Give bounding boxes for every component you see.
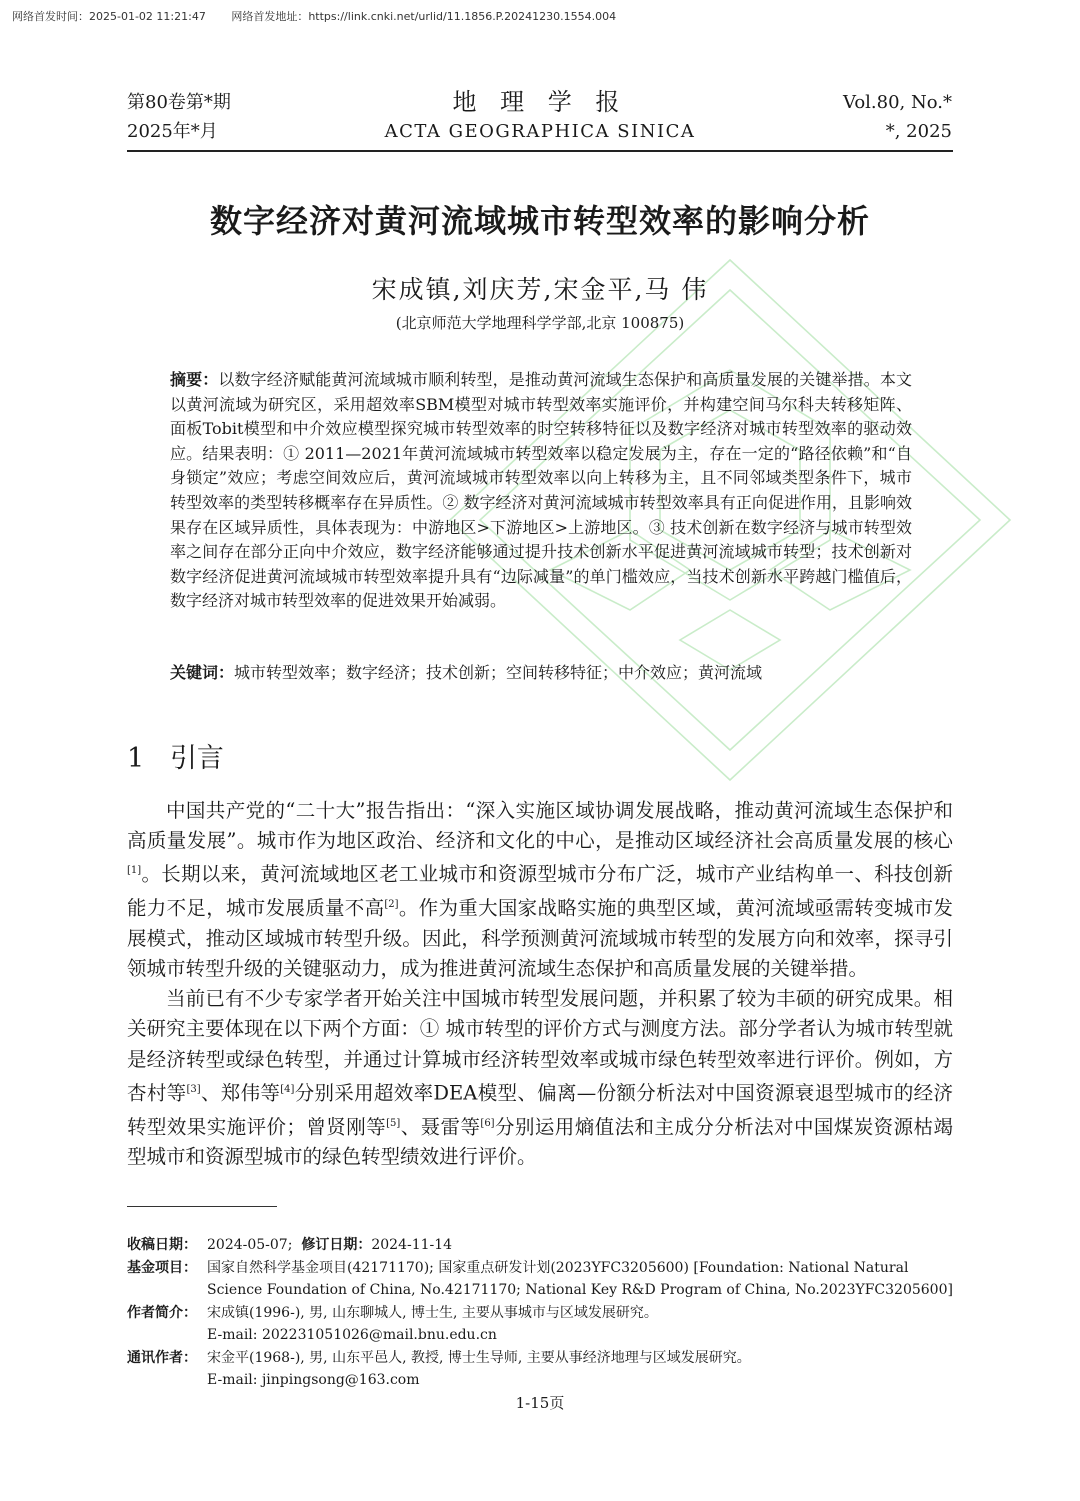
author-email[interactable]: E-mail: 202231051026@mail.bnu.edu.cn	[207, 1327, 497, 1343]
header-left	[127, 88, 231, 146]
text-run: 当前已有不少专家学者开始关注中国城市转型发展问题，并积累了较为丰硕的研究成果。相关研究主要体现在以下两个方面：① 城市转型的评价方式与测度方法。部分学者认为城市转型就是经济转型或绿色转型，并通过计算城市经济转型效率或城市绿色转型效率进行评价。例如，方杏村等	[127, 987, 953, 1105]
section-heading	[127, 736, 224, 775]
volume-en: Vol.80, No.*	[842, 92, 952, 113]
footnote-fund	[127, 1257, 953, 1302]
volume-cn: 第80卷第*期	[127, 92, 231, 113]
text-run: 。长期以来，黄河流域地区老工业城市和资源型城市分布广泛，城市产业结构单一、科技创新能力不足，城市发展质量不高	[127, 862, 953, 920]
text-run: 。作为重大国家战略实施的典型区域，黄河流域亟需转变城市发展模式，推动区域城市转型升级。因此，科学预测黄河流域城市转型的发展方向和效率，探寻引领城市转型升级的关键驱动力，成为推进黄河流域生态保护和高质量发展的关键举措。	[127, 896, 953, 981]
revised-date: 2024-11-14	[371, 1237, 453, 1253]
fund-label: 基金项目：	[127, 1259, 197, 1276]
revised-label: 修订日期：	[301, 1237, 372, 1253]
date-cn: 2025年*月	[127, 121, 218, 142]
citation[interactable]: [4]	[280, 1083, 295, 1095]
article-title: 数字经济对黄河流域城市转型效率的影响分析	[209, 202, 870, 240]
article-affiliation: (北京师范大学地理科学学部,北京 100875)	[395, 314, 685, 332]
publication-url[interactable]: 网络首发地址：https://link.cnki.net/urlid/11.1856.P.20241230.1554.004	[231, 10, 617, 23]
keywords-text: 城市转型效率；数字经济；技术创新；空间转移特征；中介效应；黄河流域	[234, 663, 763, 682]
journal-masthead	[380, 86, 700, 146]
keywords	[170, 660, 912, 683]
section-number: 1	[127, 743, 145, 774]
fund-text: 国家自然科学基金项目(42171170); 国家重点研发计划(2023YFC3205600) [Foundation: National Natural Science Foundation of China, No.42171170; National Key R&D Program of China, No.2023YFC3205600]	[207, 1259, 953, 1298]
paragraph	[127, 796, 953, 984]
footnote-corresponding	[127, 1347, 953, 1392]
abstract	[170, 368, 912, 614]
journal-name-en: ACTA GEOGRAPHICA SINICA	[384, 121, 696, 142]
text-run: 分别运用熵值法和主成分分析法对中国煤炭资源枯竭型城市和资源型城市的绿色转型绩效进行评价。	[127, 1115, 953, 1169]
corresponding-label: 通讯作者：	[127, 1349, 197, 1366]
page-number: 1-15页	[515, 1394, 565, 1412]
abstract-label: 摘要：	[170, 370, 219, 389]
paragraph	[127, 984, 953, 1172]
date-en: *, 2025	[885, 121, 952, 142]
author-bio: 宋成镇(1996-), 男, 山东聊城人, 博士生, 主要从事城市与区域发展研究。	[207, 1304, 658, 1321]
body-text	[127, 796, 953, 1172]
article-authors: 宋成镇,刘庆芳,宋金平,马 伟	[371, 275, 709, 304]
footnotes	[127, 1234, 953, 1392]
citation[interactable]: [2]	[384, 899, 399, 911]
received-label: 收稿日期：	[127, 1237, 197, 1253]
journal-name-cn: 地 理 学 报	[452, 88, 628, 116]
citation[interactable]: [1]	[127, 865, 142, 877]
online-publication-info	[12, 8, 638, 24]
citation[interactable]: [6]	[480, 1117, 495, 1129]
header-divider	[127, 150, 953, 152]
text-run: 中国共产党的“二十大”报告指出：“深入实施区域协调发展战略，推动黄河流域生态保护和高质量发展”。城市作为地区政治、经济和文化的中心，是推动区域经济社会高质量发展的核心	[127, 799, 953, 853]
corresponding-bio: 宋金平(1968-), 男, 山东平邑人, 教授, 博士生导师, 主要从事经济地理与区域发展研究。	[207, 1349, 751, 1366]
footnote-dates	[127, 1234, 953, 1257]
citation[interactable]: [3]	[186, 1083, 201, 1095]
footnote-author	[127, 1302, 953, 1347]
abstract-text: 以数字经济赋能黄河流域城市顺利转型，是推动黄河流域生态保护和高质量发展的关键举措。本文以黄河流域为研究区，采用超效率SBM模型对城市转型效率实施评价，并构建空间马尔科夫转移矩阵、面板Tobit模型和中介效应模型探究城市转型效率的时空转移特征以及数字经济对城市转型效率的驱动效应。结果表明：① 2011—2021年黄河流域城市转型效率以稳定发展为主，存在一定的“路径依赖”和“自身锁定”效应；考虑空间效应后，黄河流域城市转型效率以向上转移为主，且不同邻域类型条件下，城市转型效率的类型转移概率存在异质性。② 数字经济对黄河流域城市转型效率具有正向促进作用，且影响效果存在区域异质性，具体表现为：中游地区>下游地区>上游地区。③ 技术创新在数字经济与城市转型效率之间存在部分正向中介效应，数字经济能够通过提升技术创新水平促进黄河流域城市转型；技术创新对数字经济促进黄河流域城市转型效率提升具有“边际减量”的单门槛效应，当技术创新水平跨越门槛值后，数字经济对城市转型效率的促进效果开始减弱。	[170, 370, 912, 611]
corresponding-email[interactable]: E-mail: jinpingsong@163.com	[207, 1372, 420, 1388]
text-run: 、郑伟等	[200, 1081, 281, 1105]
publication-time: 网络首发时间：2025-01-02 11:21:47	[12, 10, 206, 23]
keywords-label: 关键词：	[170, 663, 235, 682]
author-label: 作者简介：	[127, 1304, 197, 1321]
footnote-divider	[127, 1206, 277, 1207]
received-date: 2024-05-07;	[207, 1237, 293, 1253]
text-run: 分别采用超效率DEA模型、偏离—份额分析法对中国资源衰退型城市的经济转型效果实施评价；曾贤刚等	[127, 1081, 953, 1139]
citation[interactable]: [5]	[386, 1117, 401, 1129]
section-title: 引言	[169, 743, 224, 774]
text-run: 、聂雷等	[400, 1115, 481, 1139]
header-right	[843, 88, 952, 146]
